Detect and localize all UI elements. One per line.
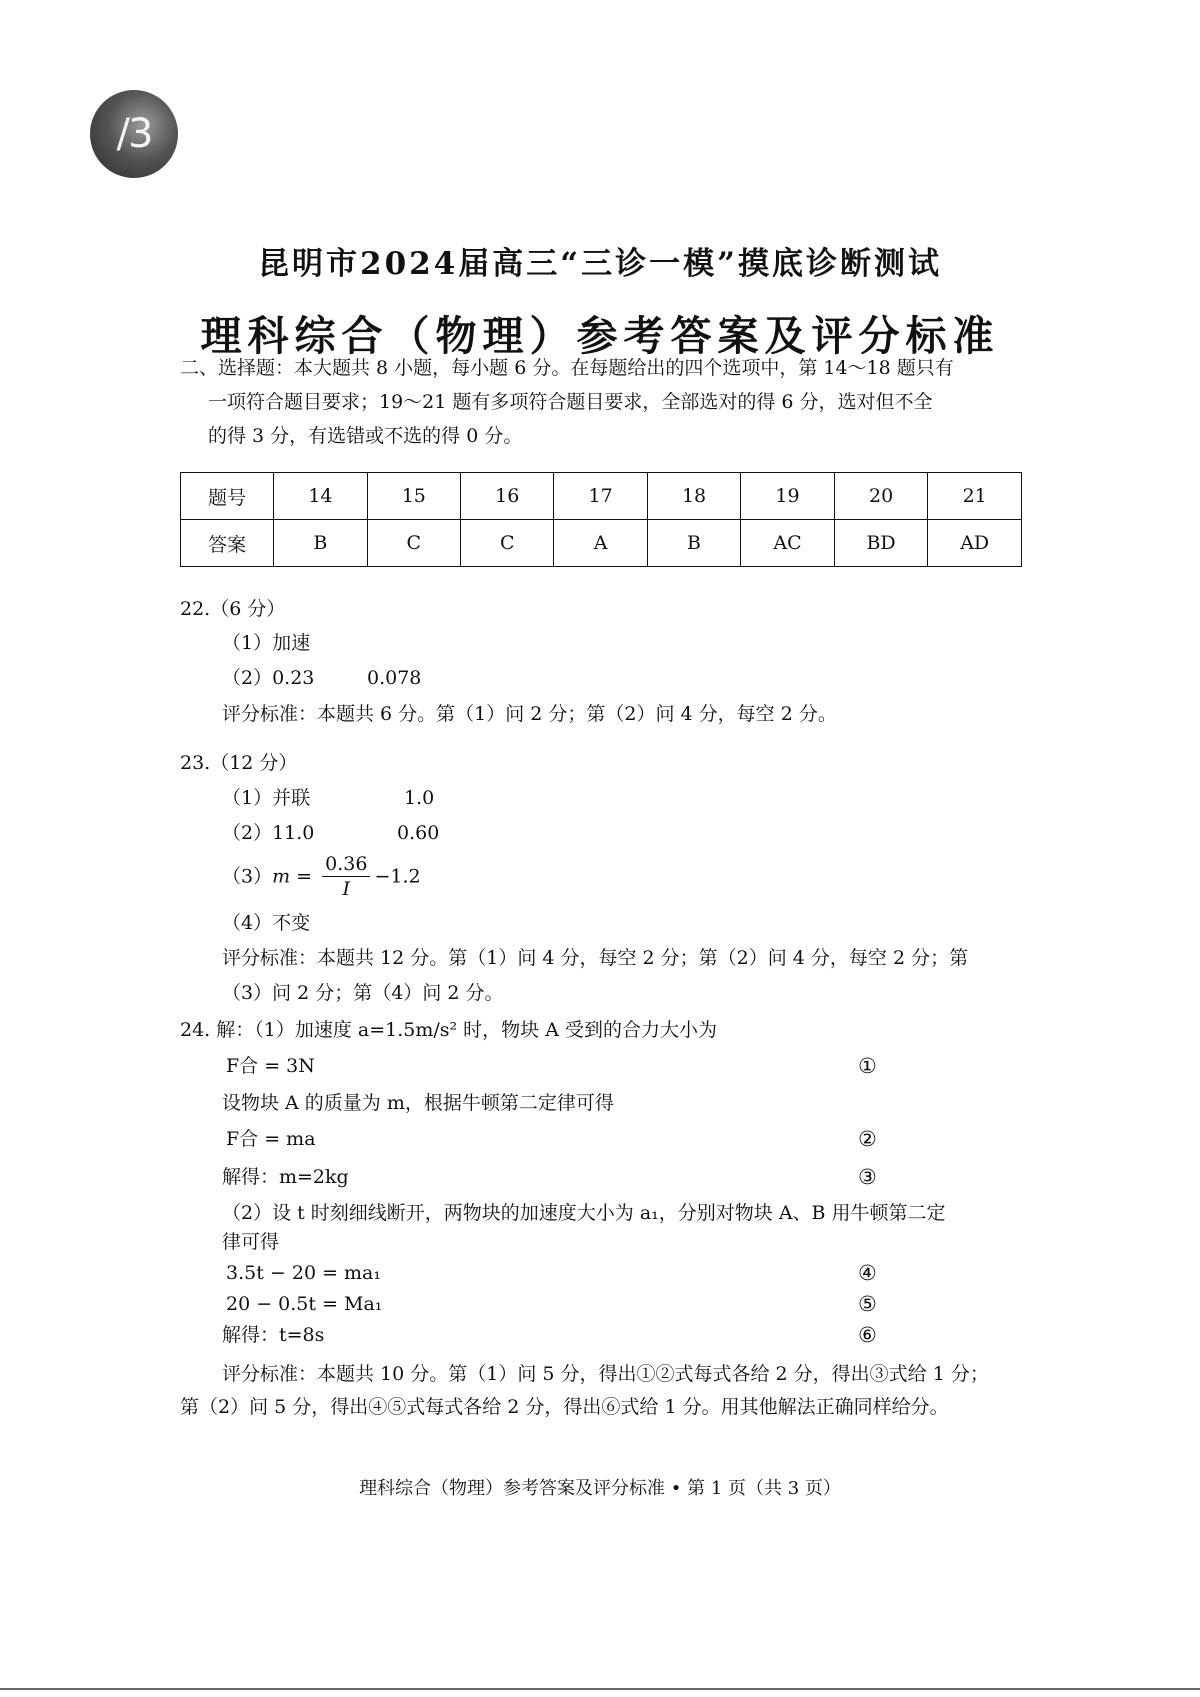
q24-equation-6: 解得：t=8s bbox=[222, 1324, 325, 1346]
q24-equation-4: 3.5t − 20 = ma₁ bbox=[226, 1262, 381, 1284]
answer-cell: BD bbox=[834, 520, 928, 567]
q23-answer-3-var: m bbox=[272, 865, 291, 888]
q24-part2-line-1: （2）设 t 时刻细线断开，两物块的加速度大小为 a₁，分别对物块 A、B 用牛顿第二定 bbox=[222, 1202, 946, 1224]
equation-marker: ② bbox=[858, 1127, 877, 1151]
question-number: 18 bbox=[647, 473, 740, 520]
q22-answer-2b: 0.078 bbox=[367, 667, 422, 689]
fraction-numerator: 0.36 bbox=[322, 852, 370, 877]
answer-cell: AC bbox=[741, 520, 835, 567]
equation-marker: ③ bbox=[858, 1165, 877, 1189]
q23-answer-3-prefix: （3） bbox=[222, 865, 273, 888]
q23-rubric-line-1: 评分标准：本题共 12 分。第（1）问 4 分，每空 2 分；第（2）问 4 分，每空 2 分；第 bbox=[222, 947, 969, 969]
table-header-cell: 答案 bbox=[181, 520, 274, 567]
answer-cell: A bbox=[554, 520, 647, 567]
question-number: 17 bbox=[554, 473, 647, 520]
equation-marker: ⑥ bbox=[858, 1323, 877, 1347]
q24-text-2: 设物块 A 的质量为 m，根据牛顿第二定律可得 bbox=[222, 1092, 614, 1114]
intro-line: 二、选择题：本大题共 8 小题，每小题 6 分。在每题给出的四个选项中，第 14～18 题只有 bbox=[180, 357, 954, 379]
q23-answer-4: （4）不变 bbox=[222, 912, 311, 934]
q24-equation-3: 解得：m=2kg bbox=[222, 1166, 349, 1188]
page-footer: 理科综合（物理）参考答案及评分标准 • 第 1 页（共 3 页） bbox=[359, 1478, 841, 1499]
q23-answer-2b: 0.60 bbox=[397, 822, 440, 844]
answer-table bbox=[180, 472, 1022, 567]
intro-line: 一项符合题目要求；19～21 题有多项符合题目要求，全部选对的得 6 分，选对但不全 bbox=[208, 391, 933, 413]
q24-heading: 24. 解：（1）加速度 a=1.5m/s² 时，物块 A 受到的合力大小为 bbox=[180, 1019, 717, 1041]
document-title: 昆明市2024届高三“三诊一模”摸底诊断测试 bbox=[258, 246, 942, 282]
answer-cell: C bbox=[461, 520, 554, 567]
question-number: 14 bbox=[274, 473, 367, 520]
document-subtitle: 理科综合（物理）参考答案及评分标准 bbox=[200, 312, 1000, 360]
q23-answer-3-eq: = bbox=[290, 865, 319, 888]
q22-rubric: 评分标准：本题共 6 分。第（1）问 2 分；第（2）问 4 分，每空 2 分。 bbox=[222, 703, 837, 725]
table-row bbox=[181, 473, 1022, 520]
equation-marker: ⑤ bbox=[858, 1292, 877, 1316]
q22-answer-2: （2）0.23 bbox=[222, 667, 315, 689]
answer-cell: AD bbox=[928, 520, 1022, 567]
page-badge: /3 bbox=[90, 90, 178, 178]
q23-answer-1b: 1.0 bbox=[404, 787, 435, 809]
q24-equation-1: F合 = 3N bbox=[226, 1055, 315, 1077]
q23-answer-1: （1）并联 bbox=[222, 787, 311, 809]
q24-rubric-line-2: 第（2）问 5 分，得出④⑤式每式各给 2 分，得出⑥式给 1 分。用其他解法正确同样给分。 bbox=[180, 1396, 949, 1418]
q23-rubric-line-2: （3）问 2 分；第（4）问 2 分。 bbox=[222, 982, 504, 1004]
fraction bbox=[322, 852, 370, 901]
fraction-denominator: I bbox=[342, 878, 351, 900]
question-number: 16 bbox=[461, 473, 554, 520]
answer-cell: C bbox=[367, 520, 460, 567]
table-row bbox=[181, 520, 1022, 567]
question-number: 21 bbox=[928, 473, 1022, 520]
q23-answer-3-tail: −1.2 bbox=[374, 865, 421, 888]
question-number: 19 bbox=[741, 473, 835, 520]
answer-cell: B bbox=[274, 520, 367, 567]
equation-marker: ① bbox=[858, 1054, 877, 1078]
table-header-cell: 题号 bbox=[181, 473, 274, 520]
answer-cell: B bbox=[647, 520, 740, 567]
q22-heading: 22.（6 分） bbox=[180, 598, 286, 620]
q24-part2-line-2: 律可得 bbox=[222, 1231, 280, 1253]
section-intro bbox=[180, 351, 1020, 453]
q24-equation-2: F合 = ma bbox=[226, 1128, 316, 1150]
q23-answer-2: （2）11.0 bbox=[222, 822, 315, 844]
q22-answer-1: （1）加速 bbox=[222, 632, 311, 654]
intro-line: 的得 3 分，有选错或不选的得 0 分。 bbox=[208, 425, 523, 447]
bottom-divider bbox=[0, 1688, 1200, 1690]
equation-marker: ④ bbox=[858, 1261, 877, 1285]
q24-rubric-line-1: 评分标准：本题共 10 分。第（1）问 5 分，得出①②式每式各给 2 分，得出③式给 1 分； bbox=[222, 1363, 989, 1385]
question-number: 15 bbox=[367, 473, 460, 520]
q23-answer-3 bbox=[222, 852, 421, 901]
q24-equation-5: 20 − 0.5t = Ma₁ bbox=[226, 1293, 383, 1315]
q23-heading: 23.（12 分） bbox=[180, 752, 298, 774]
question-number: 20 bbox=[834, 473, 928, 520]
